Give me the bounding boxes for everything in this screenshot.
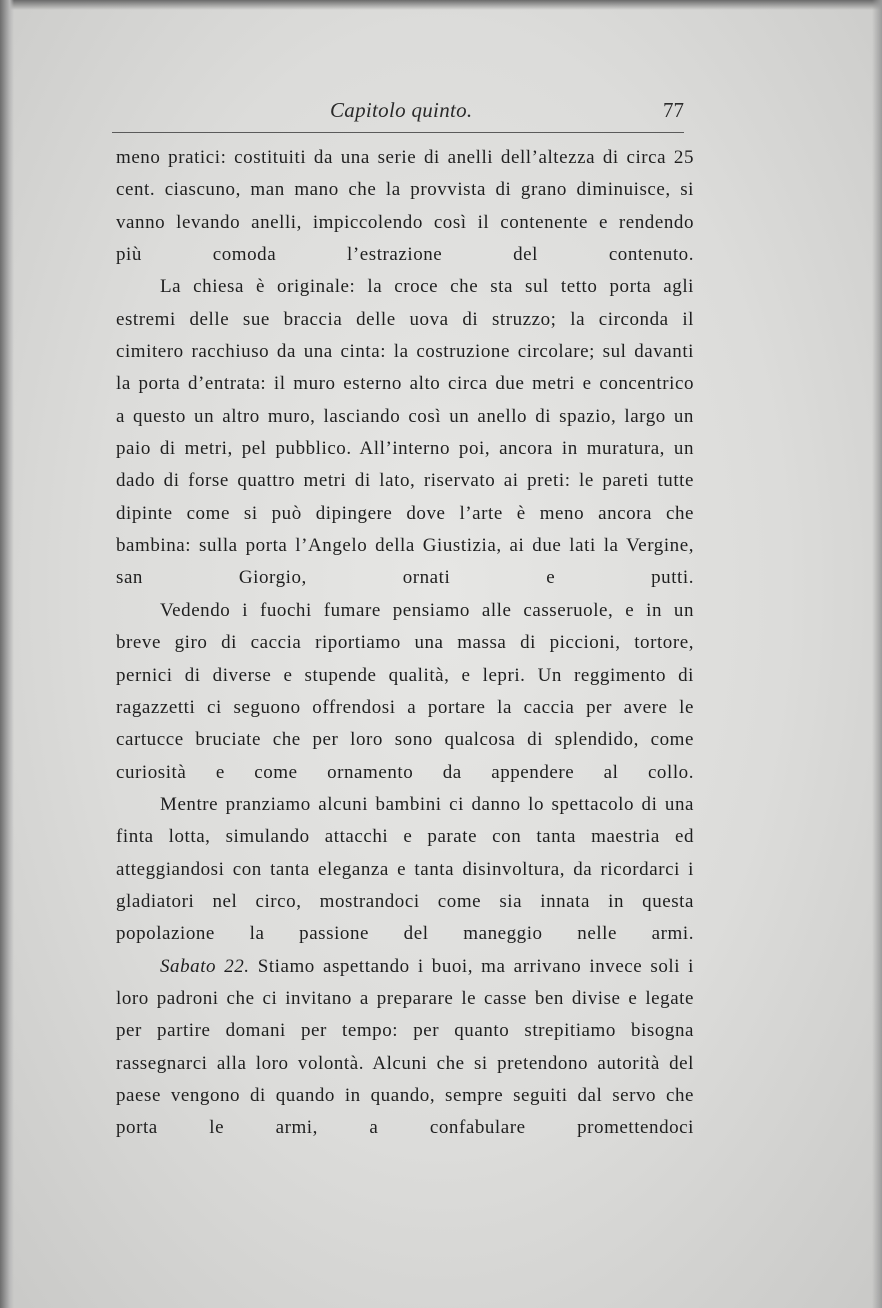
paragraph-text: meno pratici: costituiti da una serie di anelli dell’altezza di circa 25 cent. ciascuno, man mano che la provvista di grano diminuisce, si vanno levando anelli, impiccolendo così il contenente e rendendo più comoda l’estrazione del contenuto. <box>116 147 694 266</box>
paragraph-continuation <box>116 142 694 271</box>
scan-shadow-top <box>0 0 882 10</box>
page-header <box>112 98 684 134</box>
paragraph-lunch <box>116 789 694 951</box>
page-number: 77 <box>663 98 684 122</box>
scan-shadow-left <box>0 0 14 1308</box>
dateline: Sabato 22. <box>160 955 250 977</box>
running-title: Capitolo quinto. <box>330 98 473 122</box>
paragraph-text: Stiamo aspettando i buoi, ma arrivano invece soli i loro padroni che ci invitano a preparare le casse ben divise e legate per partire domani per tempo: per quanto strepitiamo bisogna rassegnarci alla loro volontà. Alcuni che si pretendono autorità del paese vengono di quando in quando, sempre seguiti dal servo che porta le armi, a confabulare promettendoci <box>116 955 694 1139</box>
header-rule <box>112 132 684 133</box>
paragraph-hunt <box>116 595 694 789</box>
paragraph-saturday <box>116 951 694 1145</box>
paragraph-text: Mentre pranziamo alcuni bambini ci danno lo spettacolo di una finta lotta, simulando attacchi e parate con tanta maestria ed atteggiandosi con tanta eleganza e tanta disinvoltura, da ricordarci i gladiatori nel circo, mostrandoci come sia innata in questa popolazione la passione del maneggio nelle armi. <box>116 793 694 945</box>
paragraph-text: La chiesa è originale: la croce che sta sul tetto porta agli estremi delle sue braccia delle uova di struzzo; la circonda il cimitero racchiuso da una cinta: la costruzione circolare; sul davanti la porta d’entrata: il muro esterno alto circa due metri e concentrico a questo un altro muro, lasciando così un anello di spazio, largo un paio di metri, pel pubblico. All’interno poi, ancora in muratura, un dado di forse quattro metri di lato, riservato ai preti: le pareti tutte dipinte come si può dipingere dove l’arte è meno ancora che bambina: sulla porta l’Angelo della Giustizia, ai due lati la Vergine, san Giorgio, ornati e putti. <box>116 276 694 589</box>
scan-shadow-right <box>872 0 882 1308</box>
body-text <box>116 142 694 1145</box>
paragraph-church <box>116 271 694 594</box>
paragraph-text: Vedendo i fuochi fumare pensiamo alle casseruole, e in un breve giro di caccia riportiamo una massa di piccioni, tortore, pernici di diverse e stupende qualità, e lepri. Un reggimento di ragazzetti ci seguono offrendosi a portare la caccia per avere le cartucce bruciate che per loro sono qualcosa di splendido, come curiosità e come ornamento da appendere al collo. <box>116 599 694 783</box>
